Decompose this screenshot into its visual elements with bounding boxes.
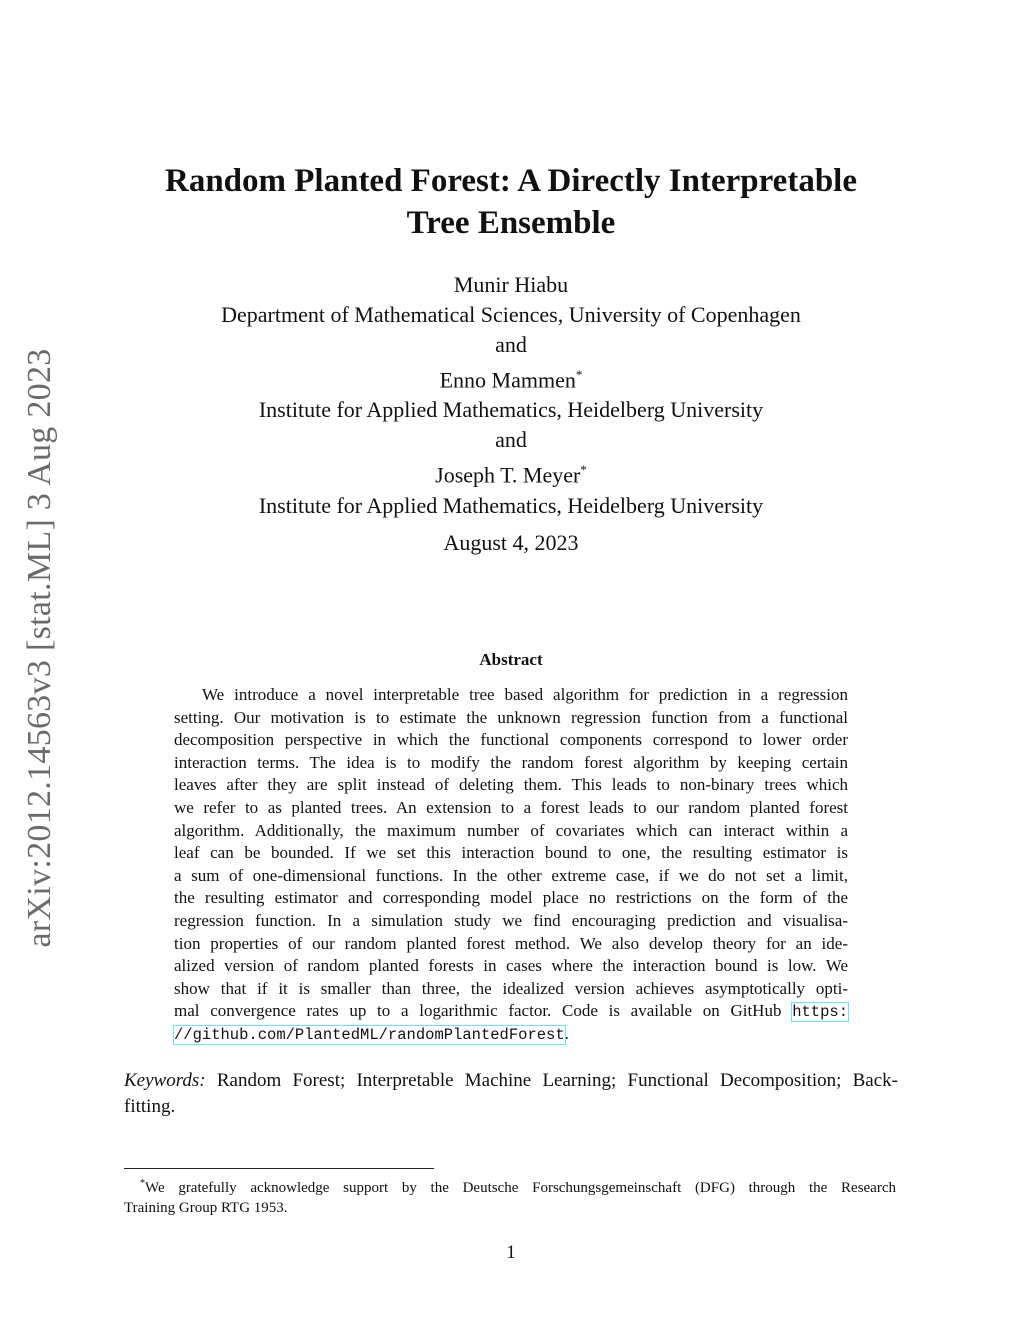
abstract-line: mal convergence rates up to a logarithmic factor. Code is available on GitHub https: bbox=[174, 1001, 849, 1022]
paper-title bbox=[100, 160, 922, 244]
keywords-label: Keywords: bbox=[124, 1070, 206, 1091]
footnote-mark: * bbox=[140, 1178, 145, 1189]
abstract-line: leaf can be bounded. If we set this interaction bound to one, the resulting estimator is bbox=[174, 843, 848, 863]
abstract-line: setting. Our motivation is to estimate the unknown regression function from a functional bbox=[174, 707, 848, 727]
author-name: Joseph T. Meyer* bbox=[435, 462, 587, 488]
github-link[interactable]: https: bbox=[792, 1003, 849, 1022]
abstract-line: show that if it is smaller than three, the idealized version achieves asymptotically opti- bbox=[174, 978, 848, 998]
abstract-body bbox=[174, 684, 848, 1046]
abstract-line: regression function. In a simulation study we find encouraging prediction and visualisa- bbox=[174, 910, 848, 930]
author-affiliation: Institute for Applied Mathematics, Heidelberg University bbox=[258, 492, 764, 518]
page-number: 1 bbox=[506, 1242, 516, 1263]
footnote-mark: * bbox=[580, 462, 587, 478]
abstract-line: leaves after they are split instead of deleting them. This leads to non-binary trees which bbox=[174, 775, 848, 795]
abstract-line: tion properties of our random planted forest method. We also develop theory for an ide- bbox=[174, 933, 848, 953]
author-affiliation: Department of Mathematical Sciences, University of Copenhagen bbox=[221, 302, 801, 327]
keywords-line: Keywords: Random Forest; Interpretable Machine Learning; Functional Decomposition; Back- bbox=[124, 1070, 898, 1091]
keywords bbox=[124, 1068, 898, 1120]
abstract-line: a sum of one-dimensional functions. In the other extreme case, if we do not set a limit, bbox=[174, 865, 848, 885]
author-affiliation: Institute for Applied Mathematics, Heidelberg University bbox=[258, 397, 764, 423]
author-name: Enno Mammen* bbox=[439, 367, 583, 393]
publication-date: August 4, 2023 bbox=[443, 530, 579, 555]
footnote-line: *We gratefully acknowledge support by the Deutsche Forschungsgemeinschaft (DFG) through the Research bbox=[140, 1178, 896, 1196]
footnote-line: Training Group RTG 1953. bbox=[124, 1200, 288, 1216]
arxiv-identifier: arXiv:2012.14563v3 [stat.ML] 3 Aug 2023 bbox=[21, 347, 58, 948]
github-link[interactable]: //github.com/PlantedML/randomPlantedForest bbox=[174, 1025, 565, 1044]
abstract-line: the resulting estimator and corresponding model place no restrictions on the form of the bbox=[174, 888, 848, 908]
title-line-2: Tree Ensemble bbox=[406, 205, 616, 241]
abstract-line: algorithm. Additionally, the maximum number of covariates which can interact within a bbox=[174, 820, 848, 840]
footnote-rule bbox=[124, 1168, 434, 1169]
title-line-1: Random Planted Forest: A Directly Interpretable bbox=[164, 163, 857, 199]
author-block bbox=[100, 270, 922, 521]
footnote-mark: * bbox=[575, 367, 583, 382]
abstract-line: we refer to as planted trees. An extension to a forest leads to our random planted forest bbox=[174, 797, 848, 817]
abstract-line: interaction terms. The idea is to modify the random forest algorithm by keeping certain bbox=[174, 752, 848, 772]
keywords-line: fitting. bbox=[124, 1096, 176, 1117]
arxiv-side-banner bbox=[18, 347, 62, 948]
footnote bbox=[124, 1174, 896, 1218]
author-separator: and bbox=[495, 427, 527, 453]
author-name: Munir Hiabu bbox=[453, 272, 569, 297]
abstract-heading: Abstract bbox=[479, 650, 543, 669]
abstract-line: decomposition perspective in which the functional components correspond to lower order bbox=[174, 730, 848, 750]
abstract-line: //github.com/PlantedML/randomPlantedForest. bbox=[174, 1023, 569, 1044]
abstract-line: We introduce a novel interpretable tree based algorithm for prediction in a regression bbox=[202, 685, 848, 704]
abstract-line: alized version of random planted forests in cases where the interaction bound is low. We bbox=[174, 956, 848, 976]
author-separator: and bbox=[495, 332, 527, 357]
